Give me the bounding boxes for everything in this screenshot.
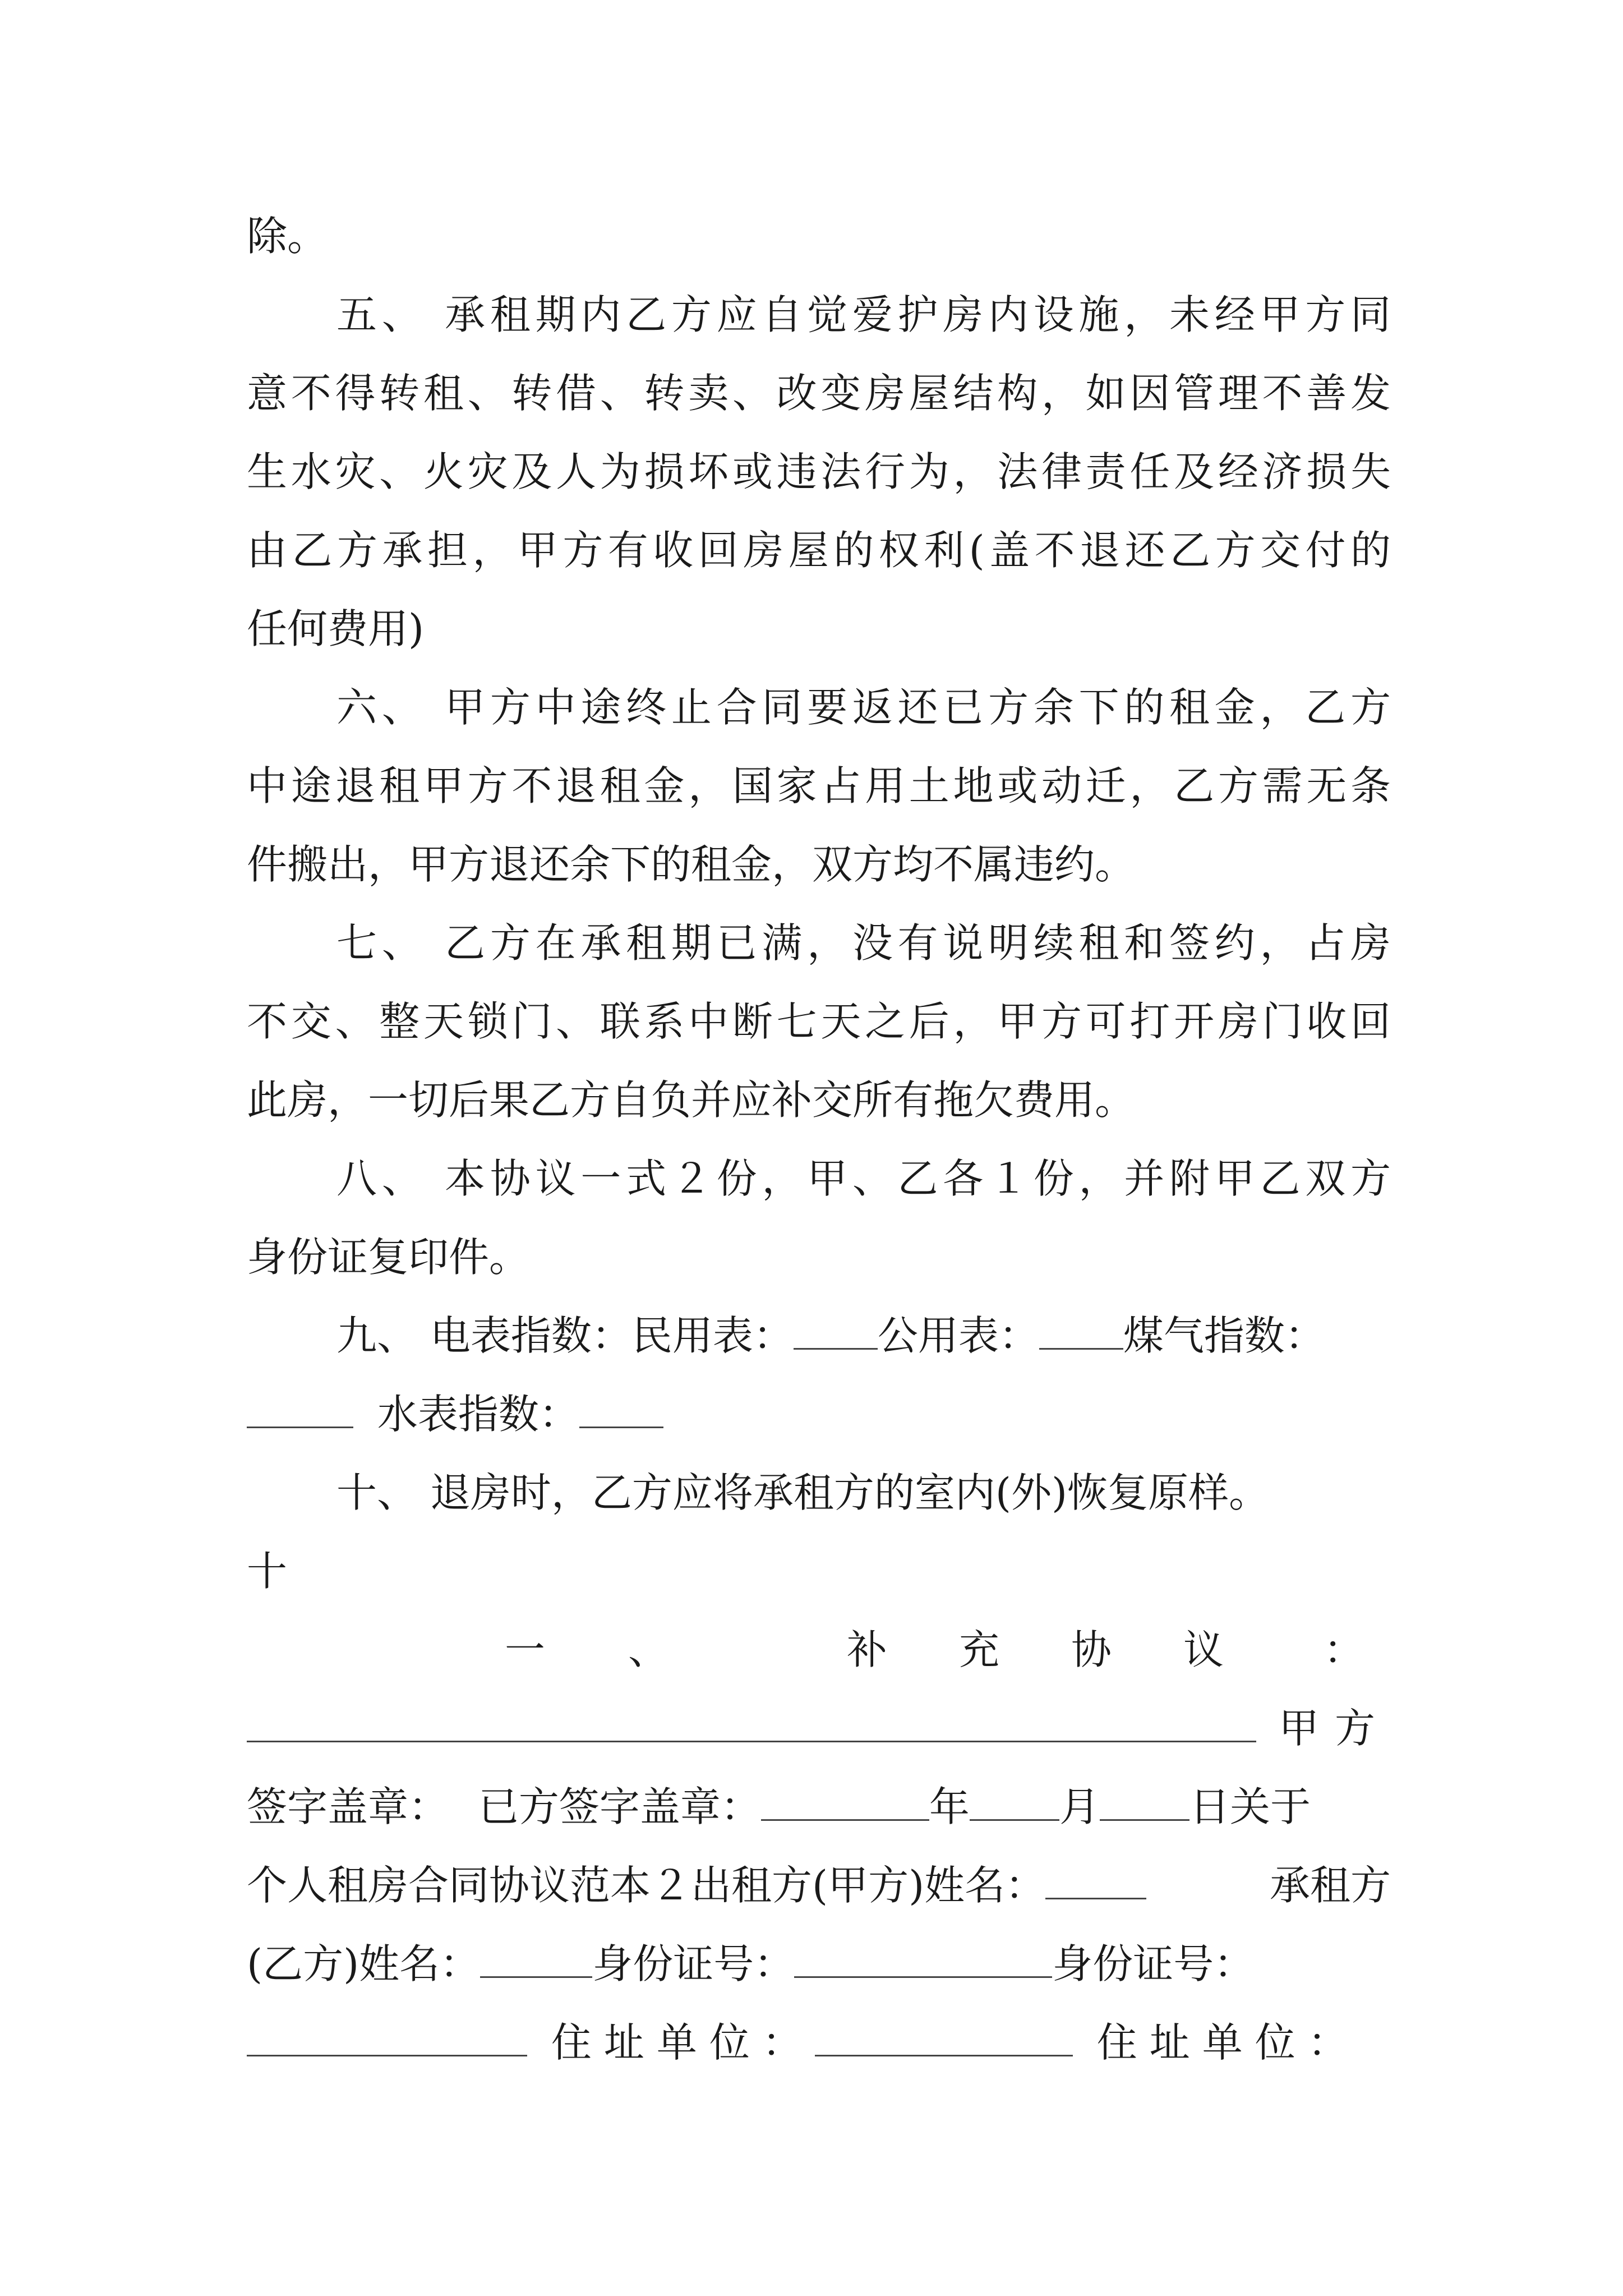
clause-6-line-2: 中途退租甲方不退租金，国家占用土地或动迁，乙方需无条 xyxy=(247,762,1391,809)
clause-11-char-7: ： xyxy=(1324,1626,1364,1673)
public-meter-blank xyxy=(1039,1314,1123,1350)
day-blank xyxy=(1100,1786,1189,1821)
month-label: 月 xyxy=(1059,1783,1100,1830)
address-label-2: 住址单位： xyxy=(1096,2019,1361,2066)
clause-6-line-3: 件搬出，甲方退还余下的租金，双方均不属违约。 xyxy=(247,841,1136,888)
clause-8-line-1: 八、 本协议一式２份，甲、乙各１份，并附甲乙双方 xyxy=(336,1155,1391,1202)
day-label: 日关于 xyxy=(1189,1783,1311,1830)
clause-11-number: 十 xyxy=(247,1548,288,1595)
clause-11-char-1: 一 xyxy=(505,1626,546,1673)
clause-11-char-2: 、 xyxy=(628,1626,669,1673)
year-blank xyxy=(761,1786,929,1821)
clause-9-line-1 xyxy=(247,1297,1391,1374)
supplement-blank xyxy=(247,1707,1256,1742)
clause-9-prefix: 九、 电表指数：民用表： xyxy=(336,1312,794,1359)
sign-b-label: 已方签字盖章： xyxy=(478,1783,761,1830)
residential-meter-blank xyxy=(794,1314,878,1350)
clause-7-line-2: 不交、整天锁门、联系中断七天之后，甲方可打开房门收回 xyxy=(247,998,1391,1045)
clause-11-char-4: 充 xyxy=(959,1626,1000,1673)
clause-9-water-meter: 水表指数： xyxy=(377,1391,579,1438)
landlord-name-blank xyxy=(1045,1864,1146,1899)
tenant-label: 承租方 xyxy=(1269,1862,1391,1909)
clause-11-char-6: 议 xyxy=(1183,1626,1224,1673)
contract-title-text: 个人租房合同协议范本２出租方(甲方)姓名： xyxy=(247,1862,1046,1909)
tenant-name-blank xyxy=(480,1943,592,1978)
gas-meter-blank xyxy=(247,1393,353,1428)
year-label: 年 xyxy=(929,1783,970,1830)
id-label-1: 身份证号： xyxy=(592,1940,795,1987)
clause-5-line-1: 五、 承租期内乙方应自觉爱护房内设施，未经甲方同 xyxy=(336,291,1391,338)
water-meter-blank xyxy=(579,1393,663,1428)
address-label-1: 住址单位： xyxy=(551,2019,815,2066)
id-blank-2 xyxy=(247,2021,527,2056)
clause-5-line-4: 由乙方承担，甲方有收回房屋的权利(盖不退还乙方交付的 xyxy=(247,527,1391,574)
clause-7-line-1: 七、 乙方在承租期已满，没有说明续租和签约，占房 xyxy=(336,919,1391,967)
clause-7-line-3: 此房，一切后果乙方自负并应补交所有拖欠费用。 xyxy=(247,1076,1136,1124)
tenant-name-label: (乙方)姓名： xyxy=(247,1940,481,1987)
clause-9-gas-meter: 煤气指数： xyxy=(1123,1312,1325,1359)
address-blank-1 xyxy=(815,2021,1073,2056)
contract-title-line xyxy=(247,1847,1391,1924)
month-blank xyxy=(970,1786,1059,1821)
clause-11-char-3: 补 xyxy=(847,1626,888,1673)
signature-line xyxy=(247,1769,1391,1846)
clause-11-char-5: 协 xyxy=(1071,1626,1112,1673)
id-blank-1 xyxy=(794,1943,1052,1978)
address-line xyxy=(247,2004,1391,2081)
clause-5-line-3: 生水灾、火灾及人为损坏或违法行为，法律责任及经济损失 xyxy=(247,448,1391,495)
clause-5-line-2: 意不得转租、转借、转卖、改变房屋结构，如因管理不善发 xyxy=(247,370,1391,417)
name-id-line xyxy=(247,1926,1391,2003)
clause-5-line-5: 任何费用) xyxy=(247,605,425,652)
party-a-sign-line xyxy=(247,1690,1391,1767)
clause-9-public-meter: 公用表： xyxy=(877,1312,1039,1359)
sign-a-label: 签字盖章： xyxy=(247,1783,449,1830)
id-label-2: 身份证号： xyxy=(1052,1940,1255,1987)
text-line-1: 除。 xyxy=(247,213,328,260)
party-a-label: 甲方 xyxy=(1278,1705,1391,1752)
clause-11-title-line xyxy=(247,1612,1391,1688)
clause-9-line-2 xyxy=(247,1376,1391,1453)
clause-10-line: 十、 退房时，乙方应将承租方的室内(外)恢复原样。 xyxy=(336,1469,1270,1516)
clause-8-line-2: 身份证复印件。 xyxy=(247,1234,530,1281)
clause-6-line-1: 六、 甲方中途终止合同要返还已方余下的租金，乙方 xyxy=(336,684,1391,731)
